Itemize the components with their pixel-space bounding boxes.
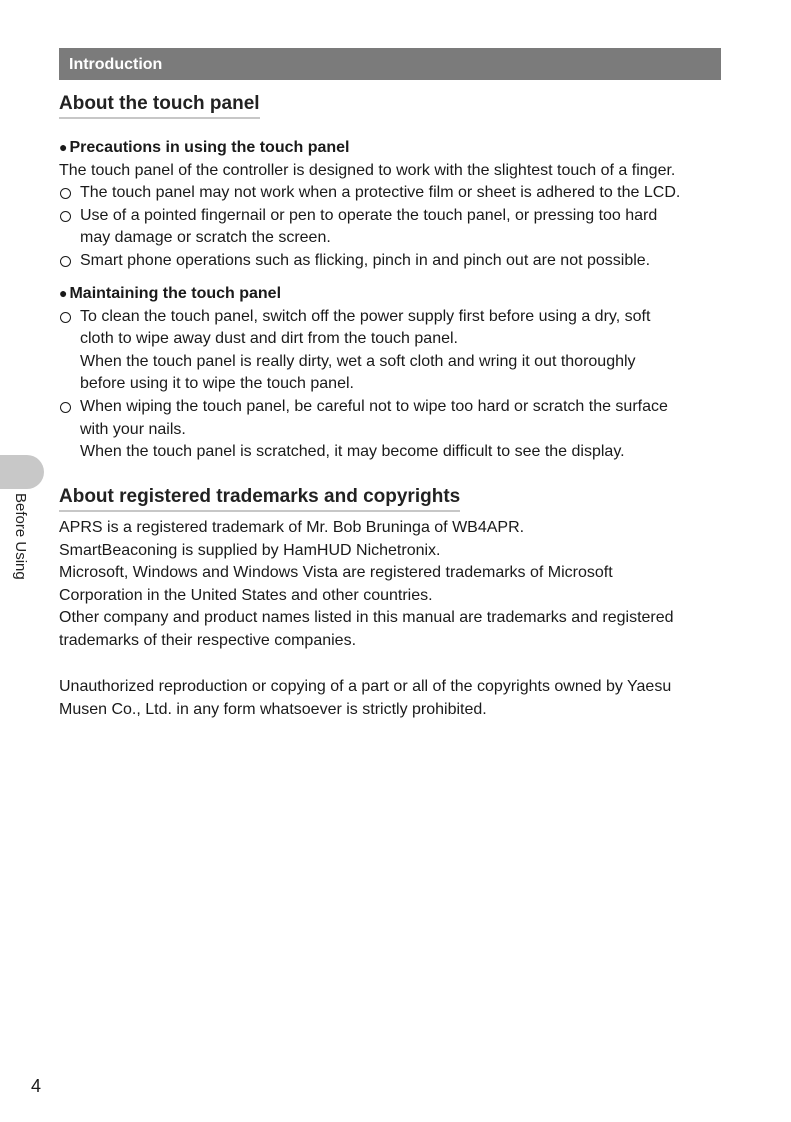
list-item	[59, 306, 724, 396]
list-item	[59, 250, 724, 273]
hollow-circle-bullet-icon	[60, 256, 71, 267]
trademarks-section	[59, 517, 724, 653]
hollow-circle-bullet-icon	[60, 188, 71, 199]
page-number: 4	[31, 1076, 42, 1096]
copyright-notice	[59, 676, 724, 721]
list-item-text: When the touch panel is really dirty, wet a soft cloth and wring it out thoroughly	[80, 352, 636, 370]
maintaining-subtitle: Maintaining the touch panel	[69, 285, 282, 302]
copyright-line: Musen Co., Ltd. in any form whatsoever is strictly prohibited.	[59, 700, 487, 718]
list-item-text: The touch panel may not work when a protective film or sheet is adhered to the LCD.	[80, 184, 681, 202]
section-header-bar	[59, 48, 721, 80]
precautions-subheading	[59, 136, 724, 160]
trademark-line: trademarks of their respective companies.	[59, 631, 357, 649]
trademark-line: Other company and product names listed in this manual are trademarks and registered	[59, 609, 674, 627]
trademarks-heading: About registered trademarks and copyrights	[59, 486, 460, 512]
list-item-text: with your nails.	[80, 420, 186, 438]
hollow-circle-bullet-icon	[60, 312, 71, 323]
hollow-circle-bullet-icon	[60, 211, 71, 222]
list-item-text: Smart phone operations such as flicking, pinch in and pinch out are not possible.	[80, 251, 651, 269]
trademark-line: Microsoft, Windows and Windows Vista are registered trademarks of Microsoft	[59, 564, 613, 582]
copyright-line: Unauthorized reproduction or copying of a part or all of the copyrights owned by Yaesu	[59, 678, 672, 695]
list-item-text: before using it to wipe the touch panel.	[80, 375, 354, 393]
list-item-text: may damage or scratch the screen.	[80, 229, 331, 247]
trademark-line: APRS is a registered trademark of Mr. Bob Bruninga of WB4APR.	[59, 519, 525, 536]
trademark-line: SmartBeaconing is supplied by HamHUD Nichetronix.	[59, 541, 441, 559]
list-item-text: cloth to wipe away dust and dirt from the touch panel.	[80, 330, 458, 348]
list-item-text: To clean the touch panel, switch off the power supply first before using a dry, soft	[80, 307, 651, 325]
precautions-subtitle: Precautions in using the touch panel	[69, 139, 350, 156]
maintaining-section	[59, 282, 724, 464]
section-title: Introduction	[69, 56, 163, 73]
touch-panel-heading: About the touch panel	[59, 93, 260, 119]
chapter-tab-marker	[0, 455, 44, 489]
maintaining-subheading	[59, 282, 724, 306]
chapter-tab-label: Before Using	[12, 493, 29, 580]
precautions-intro: The touch panel of the controller is designed to work with the slightest touch of a finger.	[59, 161, 676, 179]
list-item	[59, 182, 724, 205]
hollow-circle-bullet-icon	[60, 402, 71, 413]
list-item-text: When the touch panel is scratched, it may become difficult to see the display.	[80, 443, 625, 461]
list-item	[59, 205, 724, 250]
list-item	[59, 396, 724, 464]
list-item-text: When wiping the touch panel, be careful not to wipe too hard or scratch the surface	[80, 397, 668, 415]
trademark-line: Corporation in the United States and other countries.	[59, 586, 433, 604]
filled-circle-bullet-icon: ●	[59, 285, 68, 301]
precautions-section	[59, 136, 724, 273]
list-item-text: Use of a pointed fingernail or pen to operate the touch panel, or pressing too hard	[80, 206, 658, 224]
filled-circle-bullet-icon: ●	[59, 139, 68, 155]
